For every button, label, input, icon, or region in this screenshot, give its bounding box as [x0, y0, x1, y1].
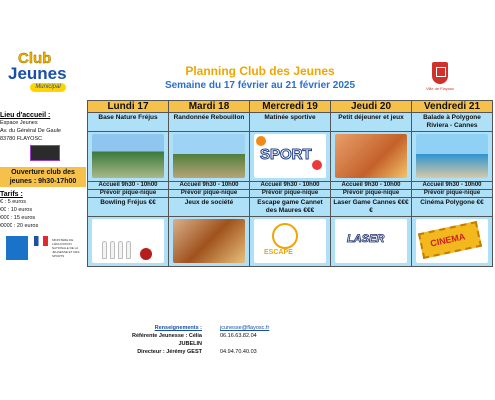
- escape-game-image: [254, 219, 326, 263]
- day-header: Mercredi 19: [250, 101, 331, 113]
- afternoon-activity: Bowling Fréjus €€: [88, 198, 169, 217]
- morning-activity: Randonnée Rebouillon: [169, 113, 250, 132]
- afternoon-activity: Laser Game Cannes €€€€: [331, 198, 412, 217]
- left-info-panel: [0, 112, 86, 260]
- escape-word: ESCAPE: [264, 249, 293, 256]
- hiking-image: [173, 134, 245, 178]
- caf-logo-icon: [6, 236, 28, 260]
- breakfast-image: [335, 134, 407, 178]
- waterpark-image: [416, 134, 488, 178]
- welcome-time: Accueil 9h30 - 10h00: [88, 182, 169, 190]
- opening-hours: Ouverture club des jeunes : 9h30-17h00: [0, 167, 86, 187]
- welcome-time: Accueil 9h30 - 10h00: [412, 182, 493, 190]
- address-line: Av. du Général De Gaule: [0, 128, 61, 134]
- town-crest-icon: [432, 62, 448, 84]
- director-phone: 04.94.70.40.03: [220, 349, 257, 355]
- place-heading: Lieu d'accueil :: [0, 112, 51, 119]
- laser-game-image: [335, 219, 407, 263]
- morning-activity: Petit déjeuner et jeux: [331, 113, 412, 132]
- logo-club-text: Club: [18, 50, 52, 67]
- afternoon-activity: Jeux de société: [169, 198, 250, 217]
- day-header: Jeudi 20: [331, 101, 412, 113]
- page-title: Planning Club des Jeunes: [185, 64, 335, 78]
- afternoon-activity: Cinéma Polygone €€: [412, 198, 493, 217]
- morning-activity: Base Nature Fréjus: [88, 113, 169, 132]
- french-flag-icon: [34, 236, 48, 246]
- page-subtitle: Semaine du 17 février au 21 février 2025: [164, 80, 356, 91]
- picnic-note: Prévoir pique-nique: [250, 190, 331, 198]
- picnic-note: Prévoir pique-nique: [412, 190, 493, 198]
- picnic-note: Prévoir pique-nique: [331, 190, 412, 198]
- town-logo: [424, 62, 456, 91]
- logo-jeunes-text: Jeunes: [8, 64, 67, 83]
- referent-label: Référente Jeunesse : Célia JUBELIN: [131, 333, 202, 347]
- cinema-word: CINEMA: [429, 231, 467, 249]
- welcome-time: Accueil 9h30 - 10h00: [250, 182, 331, 190]
- nature-park-image: [92, 134, 164, 178]
- address-line: 83780 FLAYOSC: [0, 136, 43, 142]
- referent-phone: 06.16.63.82.04: [220, 333, 257, 339]
- welcome-time: Accueil 9h30 - 10h00: [331, 182, 412, 190]
- tarifs-heading: Tarifs :: [0, 191, 23, 198]
- ministry-label: MINISTÈRE DE L'ÉDUCATION NATIONALE DE LA JEUNESSE ET DES SPORTS: [52, 238, 80, 258]
- weekly-schedule-table: [87, 100, 493, 267]
- info-label: Renseignements :: [154, 325, 202, 331]
- afternoon-activity: Escape game Cannet des Maures €€€: [250, 198, 331, 217]
- contact-email-link[interactable]: jcunesse@flayosc.fr: [220, 325, 270, 331]
- laser-word: LASER: [347, 233, 385, 245]
- club-jeunes-logo: [4, 50, 72, 98]
- town-label: Ville de Flayosc: [426, 86, 454, 91]
- sport-image: [254, 134, 326, 178]
- picnic-note: Prévoir pique-nique: [88, 190, 169, 198]
- welcome-time: Accueil 9h30 - 10h00: [169, 182, 250, 190]
- partner-logos: [0, 236, 86, 260]
- morning-activity: Balade à Polygone Riviera - Cannes: [412, 113, 493, 132]
- tarif-line: € : 5 euros: [0, 199, 26, 205]
- tarif-line: €€ : 10 euros: [0, 207, 33, 213]
- director-label: Directeur : Jérémy GEST: [137, 349, 202, 355]
- sport-word: SPORT: [260, 146, 312, 163]
- cinema-ticket-image: [416, 219, 488, 263]
- address-line: Espace Jeunes: [0, 120, 38, 126]
- board-games-image: [173, 219, 245, 263]
- day-header: Vendredi 21: [412, 101, 493, 113]
- contact-footer: [130, 324, 360, 356]
- tarif-line: €€€ : 15 euros: [0, 215, 36, 221]
- picnic-note: Prévoir pique-nique: [169, 190, 250, 198]
- day-header: Lundi 17: [88, 101, 169, 113]
- day-header: Mardi 18: [169, 101, 250, 113]
- tarif-line: €€€€ : 20 euros: [0, 223, 39, 229]
- morning-activity: Matinée sportive: [250, 113, 331, 132]
- logo-municipal-text: Municipal: [30, 83, 66, 92]
- espace-jeunes-sticker-icon: [30, 145, 60, 161]
- bowling-image: [92, 219, 164, 263]
